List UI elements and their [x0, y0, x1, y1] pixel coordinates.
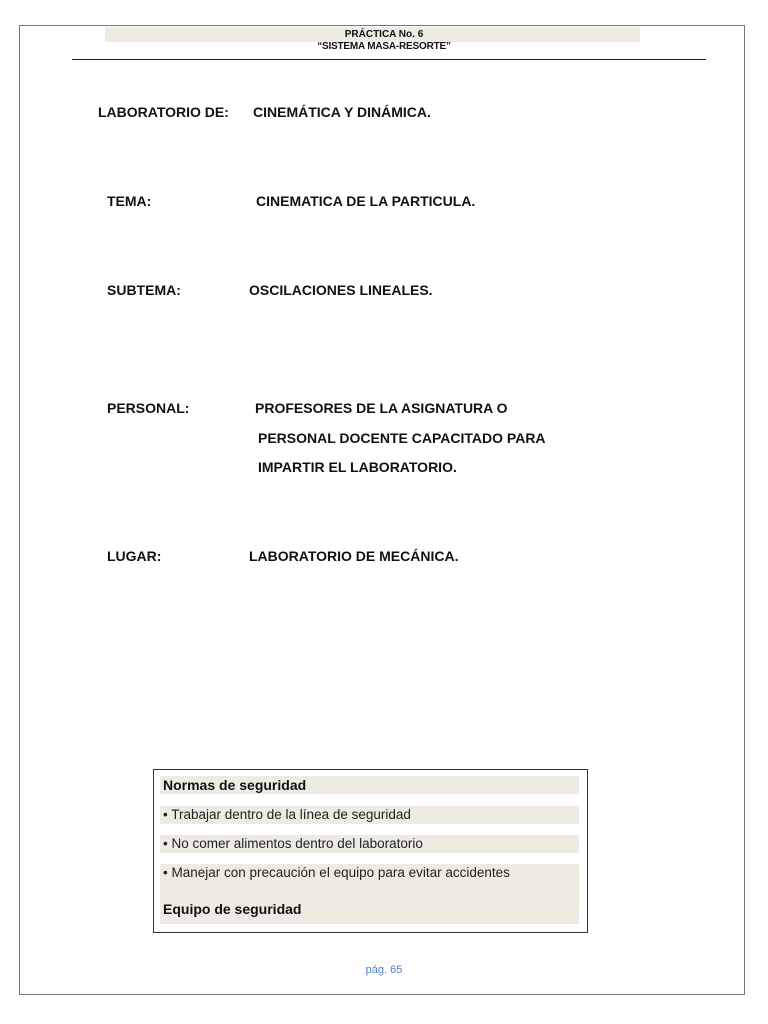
subtema-label: SUBTEMA: — [107, 282, 181, 298]
safety-item: • No comer alimentos dentro del laboratorio — [160, 835, 579, 853]
lugar-label: LUGAR: — [107, 548, 162, 564]
safety-item: • Manejar con precaución el equipo para evitar accidentes — [160, 864, 579, 924]
personal-line-2: PERSONAL DOCENTE CAPACITADO PARA — [258, 430, 546, 446]
tema-value: CINEMATICA DE LA PARTICULA. — [256, 193, 476, 209]
norms-heading: Normas de seguridad — [160, 776, 579, 794]
practice-number: PRÁCTICA No. 6 — [344, 29, 424, 40]
practice-subtitle: “SISTEMA MASA-RESORTE” — [317, 41, 451, 52]
lugar-value: LABORATORIO DE MECÁNICA. — [249, 548, 459, 564]
personal-line-3: IMPARTIR EL LABORATORIO. — [258, 459, 457, 475]
personal-label: PERSONAL: — [107, 400, 190, 416]
page-number: pág. 65 — [365, 964, 403, 976]
subtema-value: OSCILACIONES LINEALES. — [249, 282, 433, 298]
personal-line-1: PROFESORES DE LA ASIGNATURA O — [255, 400, 508, 416]
safety-box — [153, 769, 588, 933]
tema-label: TEMA: — [107, 193, 152, 209]
safety-item: • Trabajar dentro de la línea de seguridad — [160, 806, 579, 824]
laboratorio-label: LABORATORIO DE: — [98, 104, 229, 120]
equipment-heading: Equipo de seguridad — [163, 901, 302, 917]
laboratorio-value: CINEMÁTICA Y DINÁMICA. — [253, 104, 431, 120]
header-rule — [72, 59, 706, 60]
